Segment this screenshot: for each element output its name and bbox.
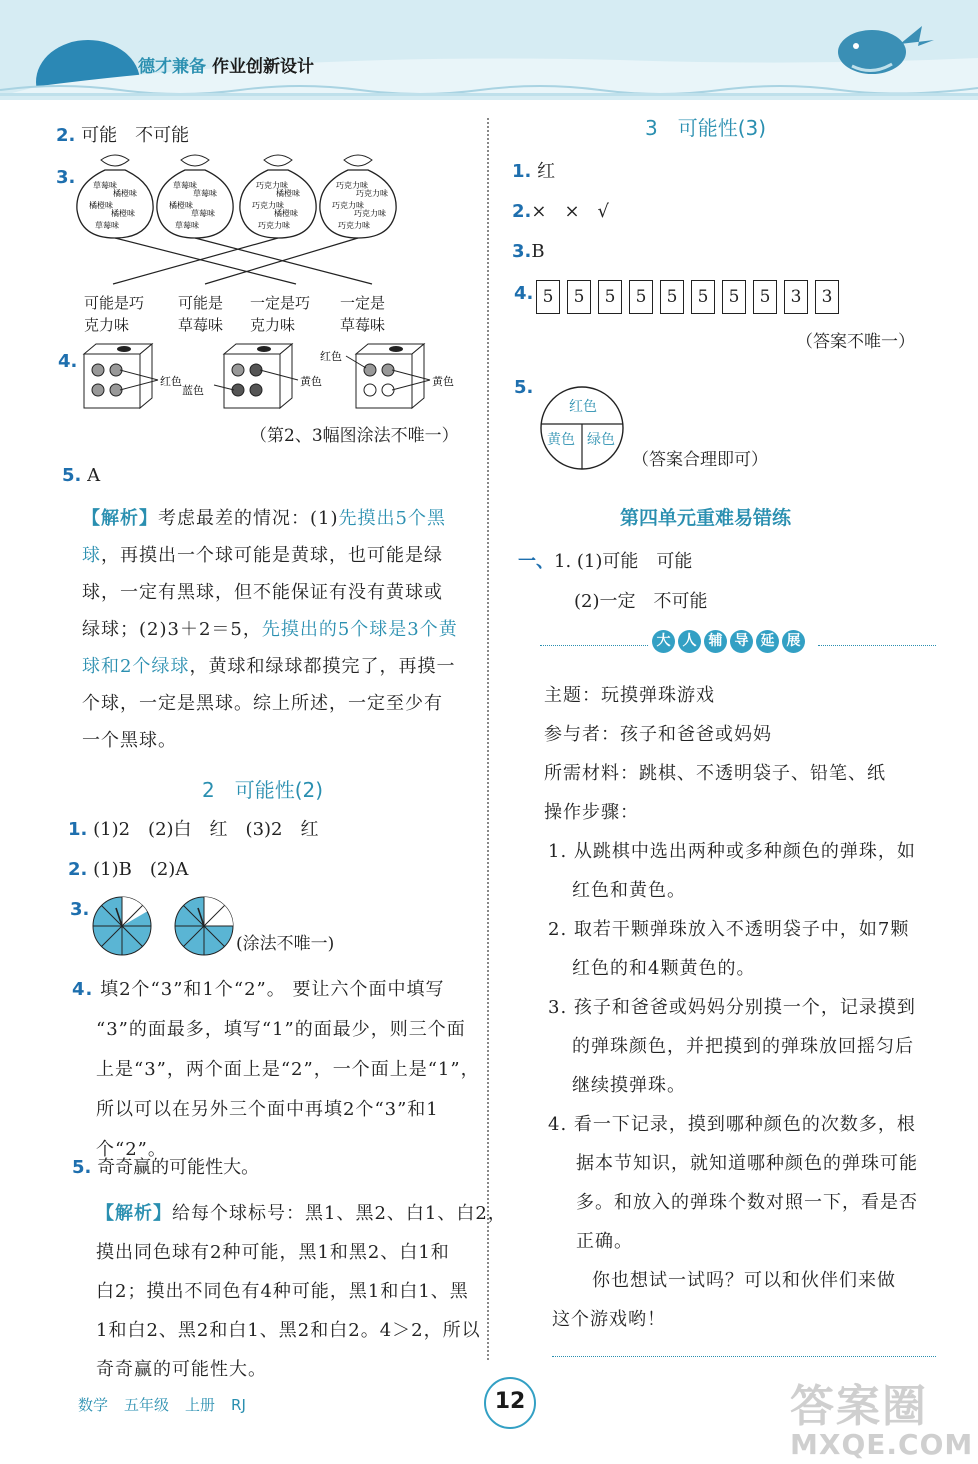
bag-label-3: 一定是巧 克力味 — [250, 294, 311, 334]
number-box: 5 — [598, 280, 622, 314]
number-box: 3 — [784, 280, 808, 314]
unit-q1-2: (2)一定 不可能 — [574, 591, 708, 612]
svg-text:蓝色: 蓝色 — [182, 384, 204, 397]
number-box: 5 — [629, 280, 653, 314]
question-number: 2. — [56, 125, 76, 146]
flavor-bag — [157, 155, 233, 238]
match-line — [115, 238, 296, 284]
bag-item-text: 巧克力味 — [256, 181, 288, 190]
cube-figures — [80, 340, 460, 420]
number-boxes — [536, 280, 846, 314]
bag-item-text: 草莓味 — [173, 181, 197, 190]
spinner-note: (涂法不唯一) — [236, 934, 335, 954]
bag-label-4: 一定是 草莓味 — [340, 294, 386, 334]
sec2-q3-number: 3. — [70, 899, 90, 920]
sec2-q1: 1. (1)2 (2)白 红 (3)2 红 — [68, 819, 319, 840]
right-q5-number: 5. — [514, 377, 534, 398]
note-q4-right: （答案不唯一） — [796, 332, 915, 352]
bag-item-text: 橘橙味 — [89, 201, 113, 210]
left-q4-number: 4. — [58, 351, 78, 372]
bag-item-text: 巧克力味 — [338, 221, 370, 230]
bag-item-text: 草莓味 — [193, 189, 217, 198]
number-box: 5 — [536, 280, 560, 314]
bag-item-text: 橘橙味 — [111, 209, 135, 218]
cube-2 — [182, 344, 322, 408]
watermark: 答案圈 MXQE.COM — [790, 1381, 974, 1461]
match-line — [113, 238, 278, 284]
bag-label-1: 可能是巧 克力味 — [84, 294, 145, 334]
left-q3-number: 3. — [56, 167, 76, 188]
svg-text:黄色: 黄色 — [300, 375, 322, 388]
svg-text:黄色: 黄色 — [432, 375, 454, 388]
brand-subtitle: 作业创新设计 — [212, 57, 314, 77]
sec2-q2: 2. (1)B (2)A — [68, 859, 189, 880]
left-q5: 5. A — [62, 465, 101, 486]
bag-item-text: 巧克力味 — [356, 189, 388, 198]
cube-3 — [320, 344, 454, 408]
section-title-2: 2 可能性(2) — [202, 778, 324, 802]
page-header — [0, 0, 978, 100]
note-q5-right: （答案合理即可） — [632, 450, 768, 470]
right-q4-number: 4. — [514, 283, 534, 304]
bag-item-text: 草莓味 — [95, 221, 119, 230]
number-box: 5 — [660, 280, 684, 314]
note-q4: （第2、3幅图涂法不唯一） — [250, 426, 459, 446]
number-box: 5 — [753, 280, 777, 314]
bag-item-text: 橘橙味 — [113, 189, 137, 198]
bag-item-text: 橘橙味 — [274, 209, 298, 218]
svg-text:黄色: 黄色 — [547, 432, 575, 448]
dotted-rule-left — [540, 645, 648, 646]
bag-label-2: 可能是 草莓味 — [178, 294, 224, 334]
bag-item-text: 巧克力味 — [252, 201, 284, 210]
unit-review-title: 第四单元重难易错练 — [620, 507, 792, 529]
number-box: 3 — [815, 280, 839, 314]
page-footer — [78, 1394, 262, 1415]
cube-1 — [84, 344, 182, 408]
bag-item-text: 草莓味 — [191, 209, 215, 218]
number-box: 5 — [567, 280, 591, 314]
bag-item-text: 草莓味 — [93, 181, 117, 190]
sec2-q5-analysis: 【解析】给每个球标号：黑1、黑2、白1、白2， 摸出同色球有2种可能，黑1和黑2、白1和 白2；摸出不同色有4种可能，黑1和白1、黑 1和白2、黑2和白1、黑2和白2。4＞2，所以 奇奇赢的可能性大。 — [96, 1203, 507, 1380]
flavor-bag — [240, 155, 316, 238]
svg-text:红色: 红色 — [320, 350, 342, 363]
footer-edition: RJ — [231, 1396, 246, 1414]
column-divider — [487, 118, 489, 1360]
right-q1: 1. 红 — [512, 161, 556, 182]
bag-item-text: 巧克力味 — [332, 201, 364, 210]
svg-text:红色: 红色 — [160, 375, 182, 388]
spinner-1 — [93, 897, 151, 955]
answer-text: 可能 不可能 — [81, 125, 190, 146]
sec2-q5: 5. 奇奇赢的可能性大。 — [72, 1157, 260, 1178]
right-q3: 3.B — [512, 241, 545, 262]
color-circle-figure — [536, 384, 636, 474]
bag-item-text: 巧克力味 — [354, 209, 386, 218]
page-number: 12 — [484, 1377, 536, 1429]
bag-item-text: 橘橙味 — [169, 201, 193, 210]
dotted-rule-right — [818, 645, 936, 646]
spinner-2 — [175, 897, 233, 955]
svg-text:绿色: 绿色 — [587, 432, 615, 448]
match-line — [205, 238, 358, 284]
bag-item-text: 草莓味 — [175, 221, 199, 230]
bag-item-text: 巧克力味 — [258, 221, 290, 230]
flavor-bag — [320, 155, 396, 238]
footer-grade: 五年级 — [124, 1396, 170, 1414]
q5-analysis: 【解析】考虑最差的情况：(1)先摸出5个黑 球，再摸出一个球可能是黄球，也可能是绿 球，一定有黑球，但不能保证有没有黄球或 绿球；(2)3＋2＝5，先摸出的5个球是3个黄 球和2个绿球，黄球和绿球都摸完了，再摸一 个球，一定是黑球。综上所述，一定至少有 一个黑球。 — [82, 508, 458, 751]
extension-badge: 大 人 辅 导 延 展 — [652, 630, 805, 653]
dotted-rule-bottom — [552, 1356, 936, 1357]
section-title-3: 3 可能性(3) — [645, 116, 767, 140]
right-q2: 2.× × √ — [512, 201, 610, 222]
brand-name: 德才兼备 — [138, 57, 206, 77]
bag-item-text: 巧克力味 — [336, 181, 368, 190]
header-wave-banner — [0, 0, 978, 96]
bag-item-text: 橘橙味 — [276, 189, 300, 198]
extension-body: 主题：玩摸弹珠游戏 参与者：孩子和爸爸或妈妈 所需材料：跳棋、不透明袋子、铅笔、纸 操作步骤： 1. 从跳棋中选出两种或多种颜色的弹珠，如 红色和黄色。 2. 取若干颗弹珠放入不透明袋子中，如7颗 红色的和4颗黄色的。 3. 孩子和爸爸或妈妈分别摸一个，记录摸到 的弹珠颜色，并把摸到的弹珠放回摇匀后 继续摸弹珠。 4. 看一下记录，摸到哪种颜色的次数多，根 据本节知识，就知道哪种颜色的弹珠可能 多。和放入的弹珠个数对照一下，看是否 正确。 你也想试一试吗？可以和伙伴们来做 这个游戏哟！ — [544, 685, 918, 1330]
flavor-bag — [77, 155, 153, 238]
sec2-q4: 4. 填2个“3”和1个“2”。 要让六个面中填写 “3”的面最多，填写“1”的面最少，则三个面 上是“3”，两个面上是“2”，一个面上是“1”， 所以可以在另外三个面中再填2个“3”和1 个“2”。 — [72, 979, 480, 1160]
footer-subject: 数学 — [78, 1396, 109, 1414]
left-q2 — [56, 124, 189, 148]
header-brand — [138, 52, 314, 77]
svg-text:红色: 红色 — [569, 399, 597, 415]
spinner-figures — [92, 894, 242, 964]
number-box: 5 — [691, 280, 715, 314]
footer-volume: 上册 — [185, 1396, 216, 1414]
number-box: 5 — [722, 280, 746, 314]
unit-q1: 一、1. (1)可能 可能 — [518, 551, 693, 572]
